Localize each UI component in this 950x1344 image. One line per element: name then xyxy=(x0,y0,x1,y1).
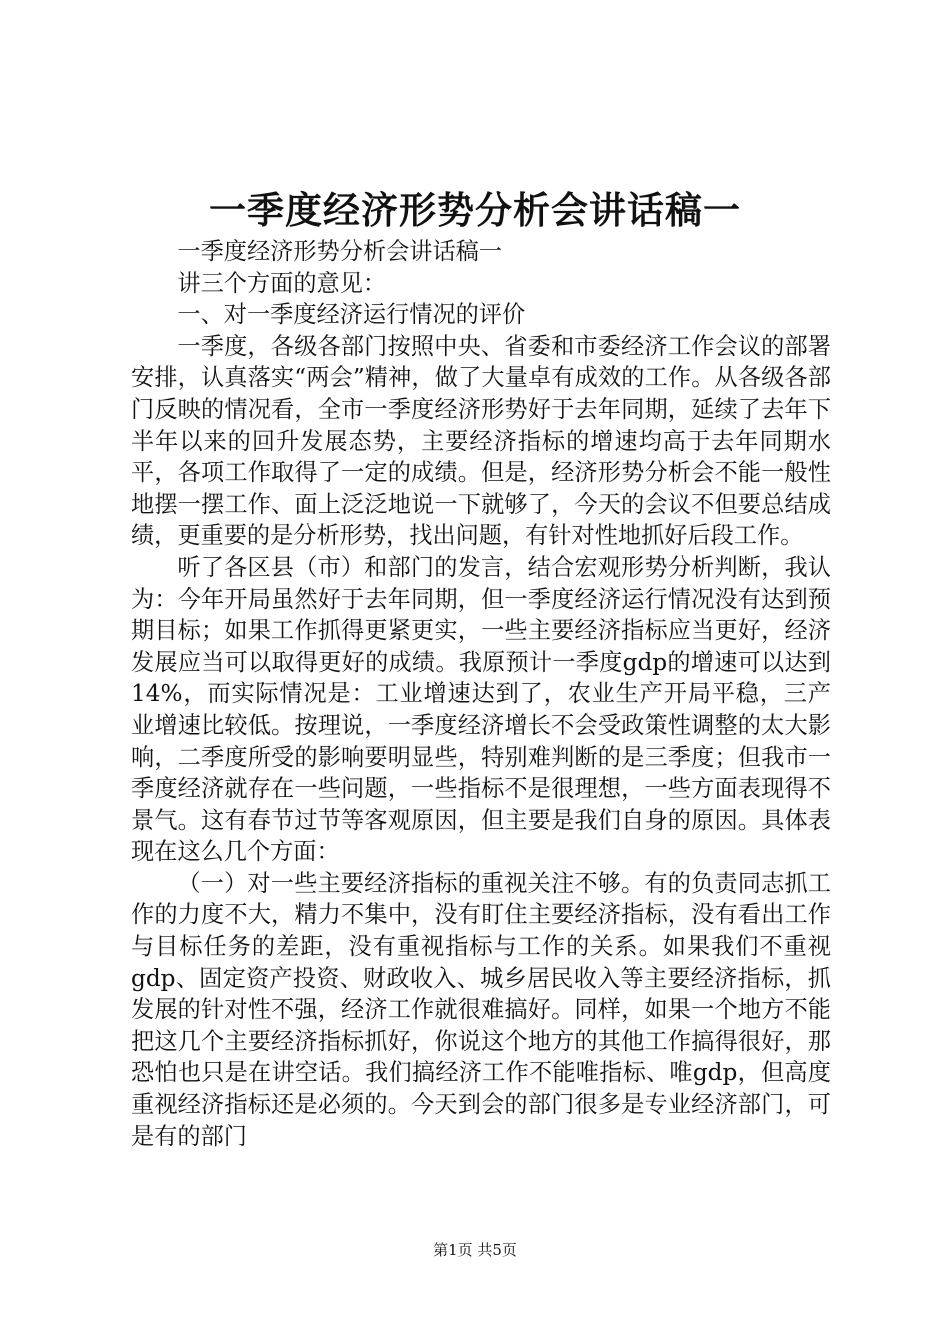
document-body xyxy=(131,236,831,1152)
paragraph-heading-repeat: 一季度经济形势分析会讲话稿一 xyxy=(177,238,503,265)
paragraph-issue-1: （一）对一些主要经济指标的重视关注不够。有的负责同志抓工作的力度不大，精力不集中，没有盯住主要经济指标，没有看出工作与目标任务的差距，没有重视指标与工作的关系。如果我们不重视gdp、固定资产投资、财政收入、城乡居民收入等主要经济指标，抓发展的针对性不强，经济工作就很难搞好。同样，如果一个地方不能把这几个主要经济指标抓好，你说这个地方的其他工作搞得很好，那恐怕也只是在讲空话。我们搞经济工作不能唯指标、唯gdp，但高度重视经济指标还是必须的。今天到会的部门很多是专业经济部门，可是有的部门 xyxy=(131,869,831,1150)
paragraph-judgement: 听了各区县（市）和部门的发言，结合宏观形势分析判断，我认为：今年开局虽然好于去年同期，但一季度经济运行情况没有达到预期目标；如果工作抓得更紧更实，一些主要经济指标应当更好，经济发展应当可以取得更好的成绩。我原预计一季度gdp的增速可以达到14%，而实际情况是：工业增速达到了，农业生产开局平稳，三产业增速比较低。按理说，一季度经济增长不会受政策性调整的太大影响，二季度所受的影响要明显些，特别难判断的是三季度；但我市一季度经济就存在一些问题，一些指标不是很理想，一些方面表现得不景气。这有春节过节等客观原因，但主要是我们自身的原因。具体表现在这么几个方面： xyxy=(131,553,831,866)
paragraph-intro: 讲三个方面的意见： xyxy=(177,269,387,297)
page-number-footer: 第1页 共5页 xyxy=(433,1241,517,1259)
document-title: 一季度经济形势分析会讲话稿一 xyxy=(209,188,741,232)
paragraph-evaluation: 一季度，各级各部门按照中央、省委和市委经济工作会议的部署安排，认真落实“两会”精神，做了大量卓有成效的工作。从各级各部门反映的情况看，全市一季度经济形势好于去年同期，延续了去年下半年以来的回升发展态势，主要经济指标的增速均高于去年同期水平，各项工作取得了一定的成绩。但是，经济形势分析会不能一般性地摆一摆工作、面上泛泛地说一下就够了，今天的会议不但要总结成绩，更重要的是分析形势，找出问题，有针对性地抓好后段工作。 xyxy=(131,332,831,550)
section-heading-1: 一、对一季度经济运行情况的评价 xyxy=(177,301,526,329)
